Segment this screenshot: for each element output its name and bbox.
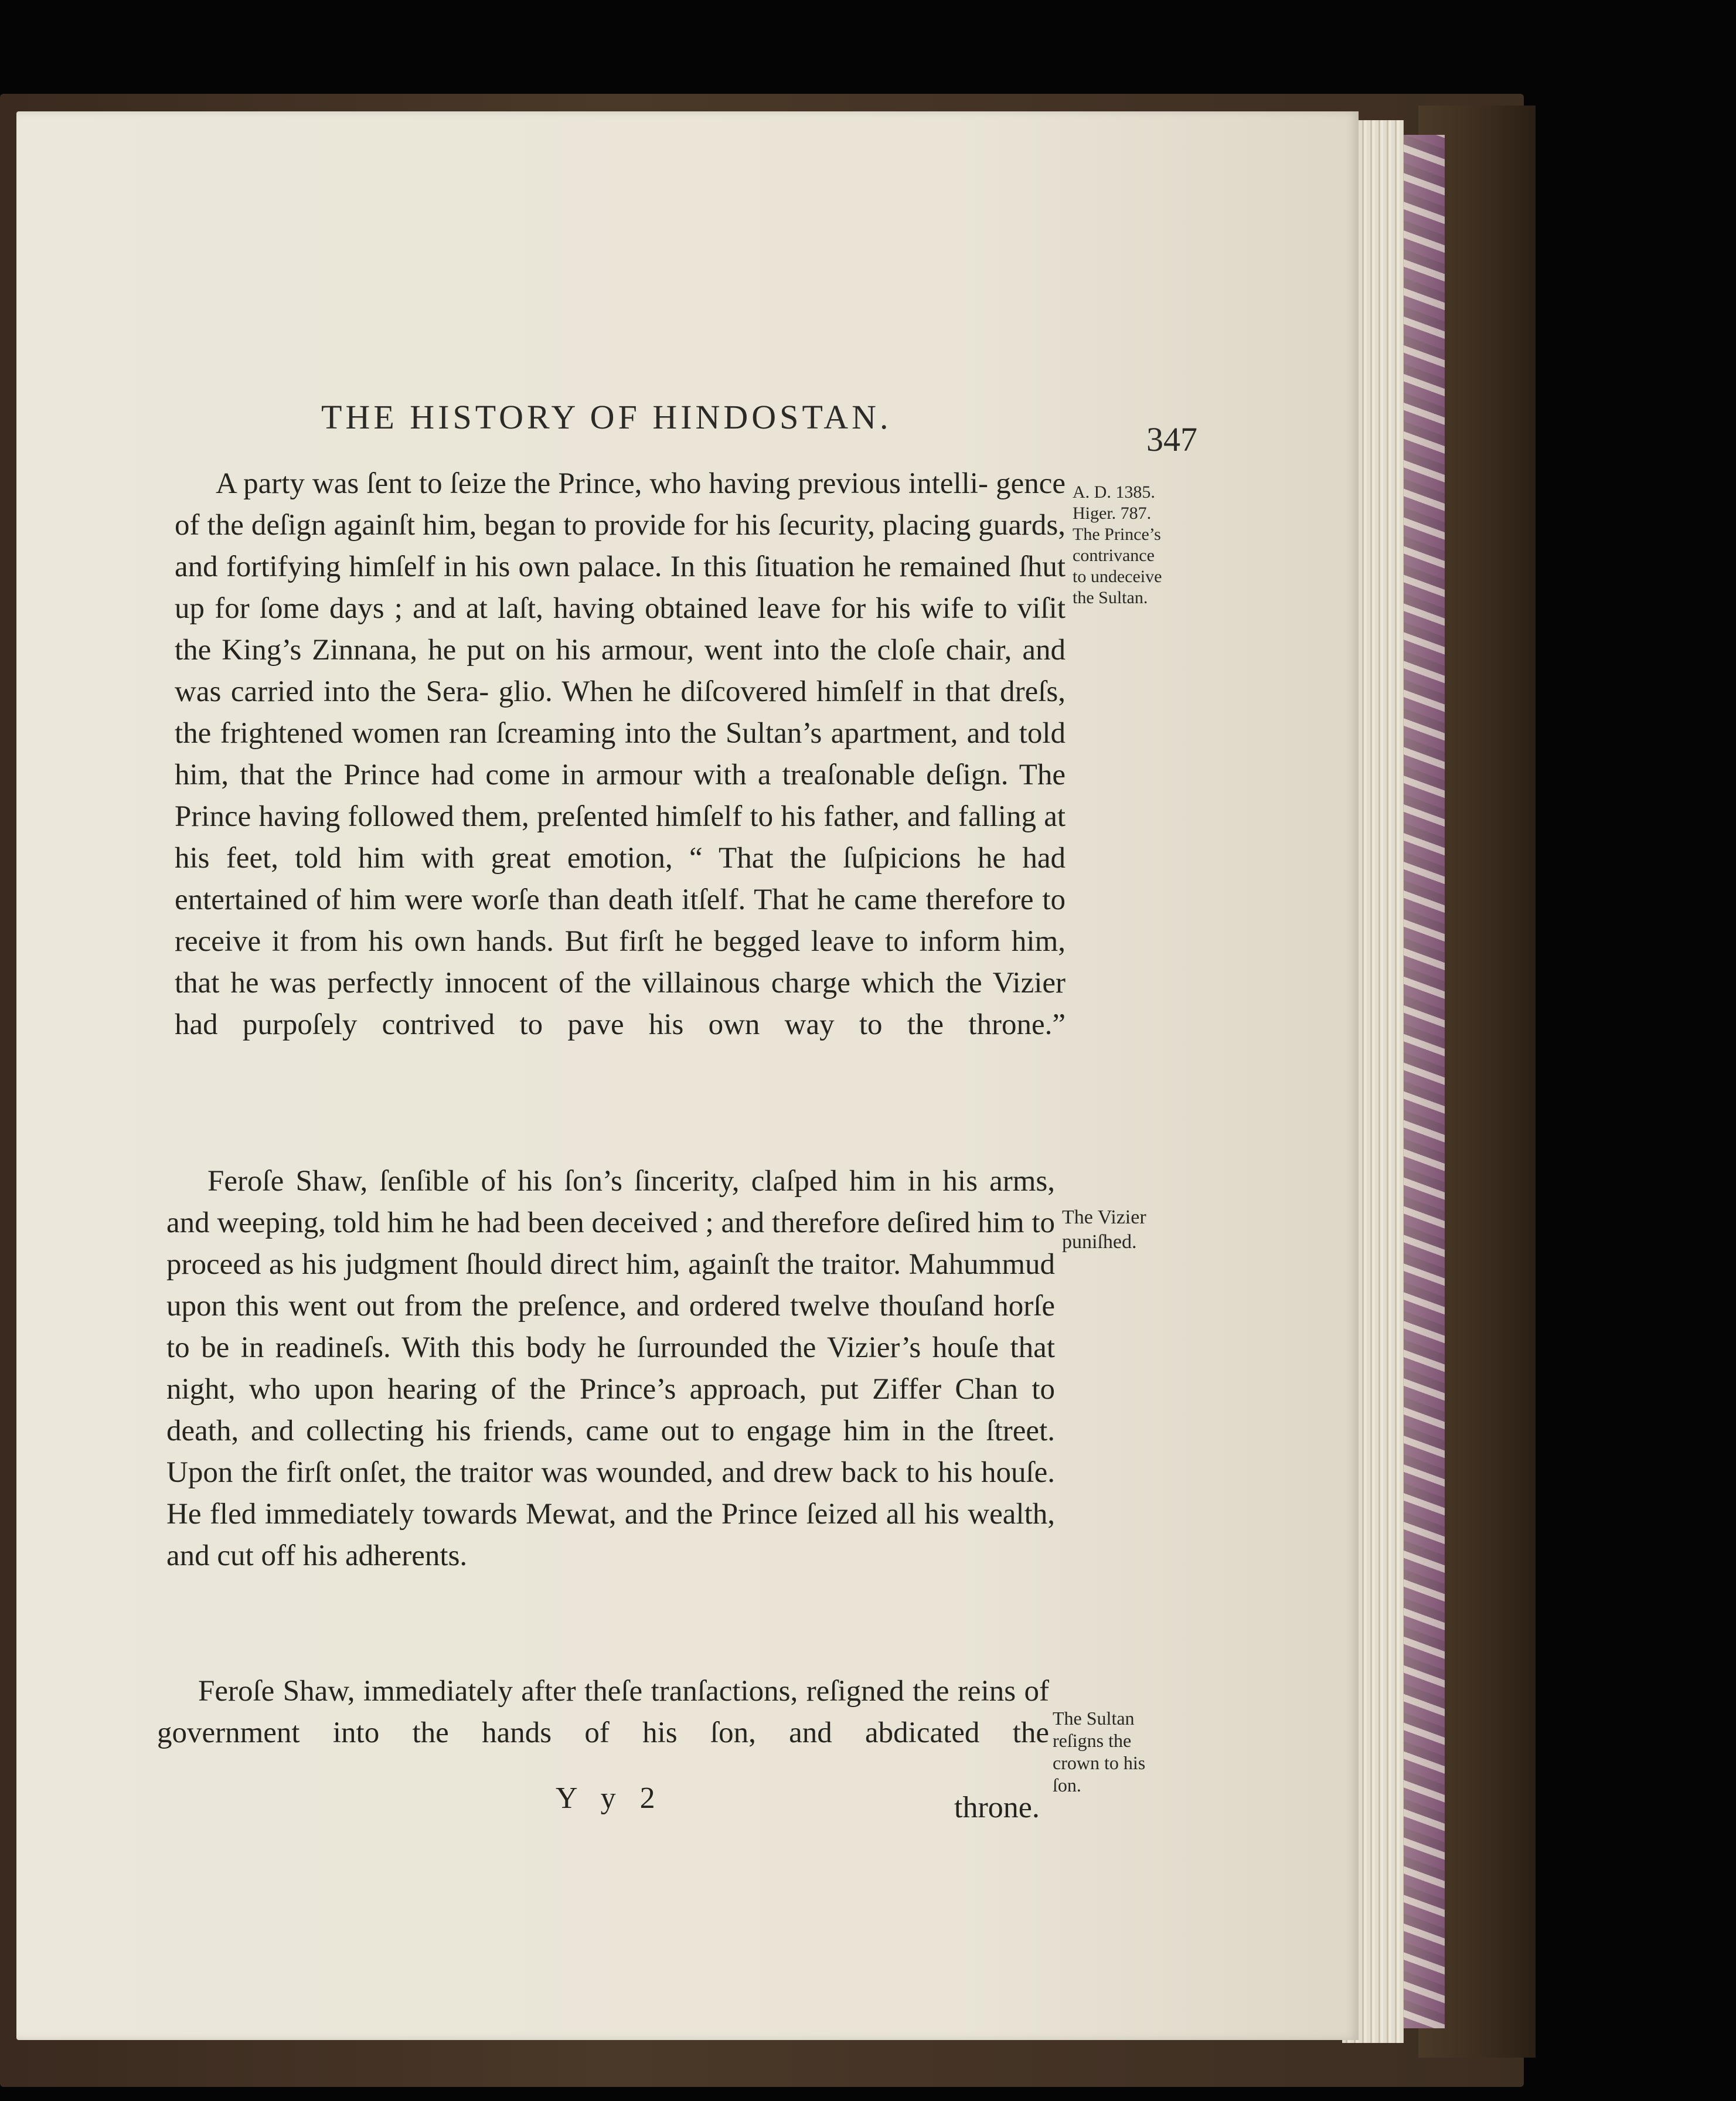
paragraph-3: Feroſe Shaw, immediately after theſe tranſactions, reſigned the reins of government into the hands of his ſon, and abdicated the bbox=[157, 1675, 1049, 1749]
catchword: throne. bbox=[954, 1791, 1040, 1824]
signature-mark: Y y 2 bbox=[556, 1782, 663, 1815]
margin-note-line: to undeceive bbox=[1073, 567, 1162, 586]
margin-note-2 bbox=[1062, 1205, 1146, 1255]
marbled-endpaper bbox=[1404, 135, 1445, 2028]
margin-note-line: puniſhed. bbox=[1062, 1231, 1137, 1253]
margin-note-line: Higer. 787. bbox=[1073, 504, 1152, 523]
book-page bbox=[16, 111, 1359, 2040]
margin-note-line: The Sultan bbox=[1053, 1708, 1135, 1729]
margin-note-line: The Prince’s bbox=[1073, 525, 1161, 544]
margin-note-line: contrivance bbox=[1073, 546, 1155, 565]
margin-note-line: The Vizier bbox=[1062, 1206, 1146, 1228]
margin-note-3 bbox=[1053, 1707, 1145, 1796]
page-number: 347 bbox=[1146, 420, 1197, 458]
margin-note-line: ſon. bbox=[1053, 1774, 1081, 1796]
margin-note-line: A. D. 1385. bbox=[1073, 482, 1155, 502]
margin-note-line: crown to his bbox=[1053, 1752, 1146, 1773]
margin-note-line: the Sultan. bbox=[1073, 588, 1148, 607]
paragraph-2: Feroſe Shaw, ſenſible of his ſon’s ſincerity, claſped him in his arms, and weeping, told him he had been deceived ; and therefore deſired him to proceed as his judgment ſhould direct him, againſt the traitor. Mahummud upon this went out from the preſence, and ordered twelve thouſand horſe to be in readineſs. With this body he ſurrounded the Vizier’s houſe that night, who upon hearing of the Prince’s approach, put Ziffer Chan to death, and collecting his friends, came out to engage him in the ſtreet. Upon the firſt onſet, the traitor was wounded, and drew back to his houſe. He fled immediately towards Mewat, and the Prince ſeized all his wealth, and cut off his adherents. bbox=[166, 1165, 1055, 1572]
page-header bbox=[321, 397, 1200, 458]
paragraph-1: A party was ſent to ſeize the Prince, who having previous intelli- gence of the deſign againſt him, began to provide for his ſecurity, placing guards, and fortifying himſelf in his own palace. In this ſituation he remained ſhut up for ſome days ; and at laſt, having obtained leave for his wife to viſit the King’s Zinnana, he put on his armour, went into the cloſe chair, and was carried into the Sera- glio. When he diſcovered himſelf in that dreſs, the frightened women ran ſcreaming into the Sultan’s apartment, and told him, that the Prince had come in armour with a treaſonable deſign. The Prince having followed them, preſented himſelf to his father, and falling at his feet, told him with great emotion, “ That the ſuſpicions he had entertained of him were worſe than death itſelf. That he came therefore to receive it from his own hands. But firſt he begged leave to inform him, that he was perfectly innocent of the villainous charge which the Vizier had purpoſely contrived to pave his own way to the throne.” bbox=[175, 467, 1066, 1041]
running-head: THE HISTORY OF HINDOSTAN. bbox=[321, 398, 892, 436]
margin-note-line: reſigns the bbox=[1053, 1730, 1132, 1751]
margin-note-1 bbox=[1073, 482, 1162, 608]
